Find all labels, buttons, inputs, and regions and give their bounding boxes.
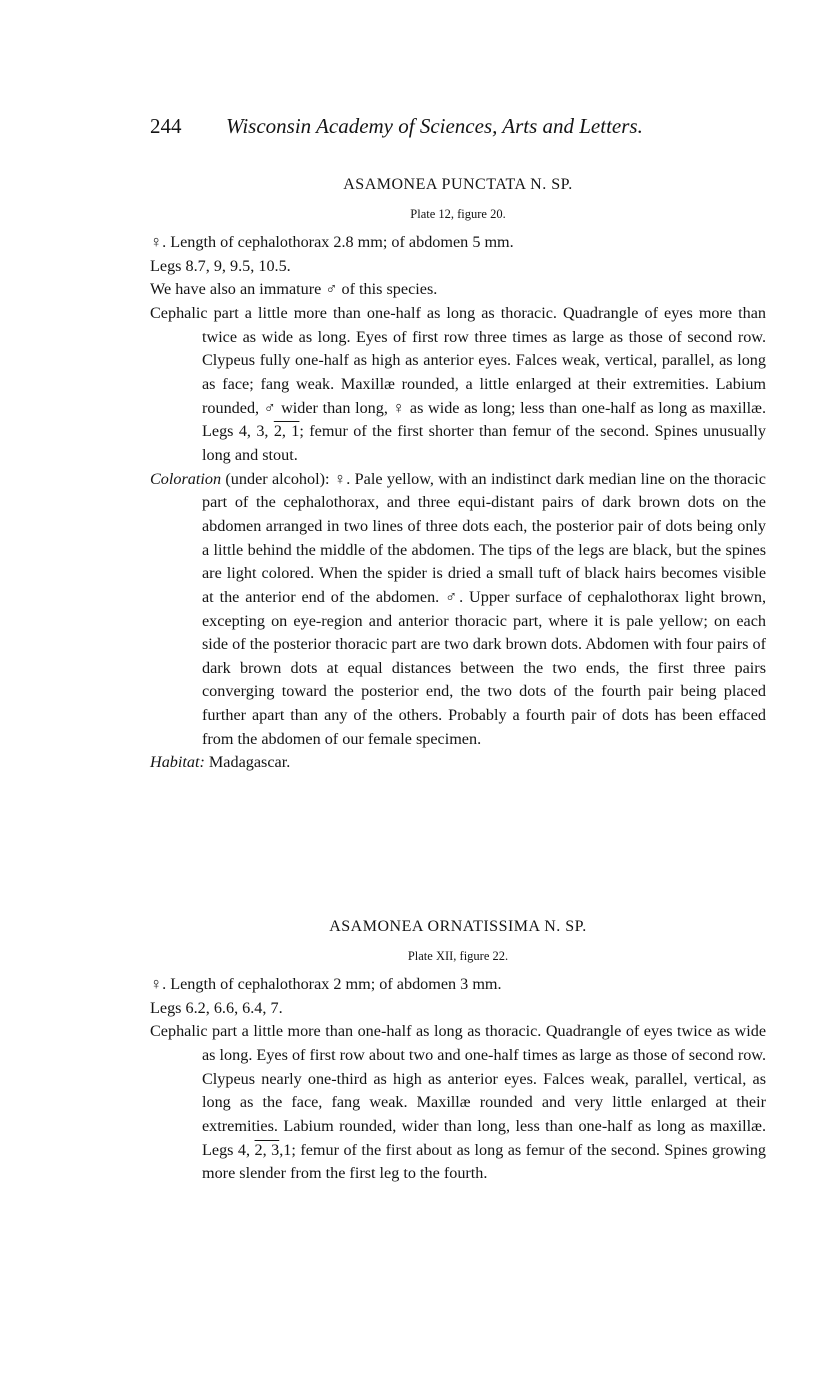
leg-measurements: Legs 6.2, 6.6, 6.4, 7. <box>150 998 283 1017</box>
coloration-paragraph <box>150 468 766 752</box>
habitat-label: Habitat: <box>150 753 205 772</box>
section-title-asamonea-ornatissima: ASAMONEA ORNATISSIMA N. SP. <box>329 918 587 935</box>
habitat-line <box>150 751 766 775</box>
description-text: Cephalic part a little more than one-half as long as thoracic. Quadrangle of eyes twice as wide as long. Eyes of first row about two and one-half times as large as those of second row. Clypeus nearly one-third as high as anterior eyes. Falces weak, parallel, vertical, as long as the face, fang weak. Maxillæ rounded and very little enlarged at their extremities. Labium rounded, wider than long, less than one-half as long as maxillæ. Legs 4, <box>150 1022 766 1159</box>
plate-reference-2: Plate XII, figure 22. <box>407 949 509 963</box>
immature-note: We have also an immature ♂ of this species. <box>150 280 438 299</box>
description-text-cont: ; femur of the first shorter than femur of the second. Spines unusually long and stout. <box>202 422 766 464</box>
journal-title: Wisconsin Academy of Sciences, Arts and Letters. <box>226 114 643 138</box>
description-paragraph <box>150 1020 766 1186</box>
coloration-text: (under alcohol): ♀. Pale yellow, with an indistinct dark median line on the thoracic part of the cephalothorax, and three equi-distant pairs of dark brown dots on the abdomen arranged in two lines of three dots each, the posterior pair of dots being only a little behind the middle of the abdomen. The tips of the legs are black, but the spines are light colored. When the spider is dried a small tuft of black hairs becomes visible at the anterior end of the abdomen. ♂. Upper surface of cephalothorax light brown, excepting on eye-region and anterior thoracic part, where it is pale yellow; on each side of the posterior thoracic part are two dark brown dots. Abdomen with four pairs of dark brown dots at equal distances between the two ends, the first three pairs converging toward the posterior end, the two dots of the fourth pair being placed further apart than any of the others. Probably a fourth pair of dots has been effaced from the abdomen of our female specimen. <box>202 469 766 748</box>
leg-order-overline: 2, 1 <box>273 422 300 441</box>
description-paragraph <box>150 302 766 468</box>
section-title-asamonea-punctata: ASAMONEA PUNCTATA N. SP. <box>343 176 573 193</box>
plate-reference-1: Plate 12, figure 20. <box>410 207 506 221</box>
species-entry-asamonea-ornatissima <box>150 973 766 1186</box>
habitat-value: Madagascar. <box>204 753 291 772</box>
page-number: 244 <box>150 114 182 138</box>
female-measurements: ♀. Length of cephalothorax 2 mm; of abdomen 3 mm. <box>150 975 502 993</box>
description-text-cont: ,1; femur of the first about as long as femur of the second. Spines growing more slender from the first leg to the fourth. <box>202 1140 767 1183</box>
leg-measurements: Legs 8.7, 9, 9.5, 10.5. <box>150 256 291 275</box>
leg-order-overline: 2, 3 <box>254 1140 280 1159</box>
female-measurements: ♀. Length of cephalothorax 2.8 mm; of abdomen 5 mm. <box>150 233 514 251</box>
running-head <box>150 113 710 139</box>
coloration-label: Coloration <box>150 469 222 488</box>
description-text: Cephalic part a little more than one-half as long as thoracic. Quadrangle of eyes more than twice as wide as long. Eyes of first row three times as large as those of second row. Clypeus fully one-half as high as anterior eyes. Falces weak, vertical, parallel, as long as face; fang weak. Maxillæ rounded, a little enlarged at their extremities. Labium rounded, ♂ wider than long, ♀ as wide as long; less than one-half as long as maxillæ. Legs 4, 3, <box>150 303 766 441</box>
species-entry-asamonea-punctata <box>150 231 766 775</box>
